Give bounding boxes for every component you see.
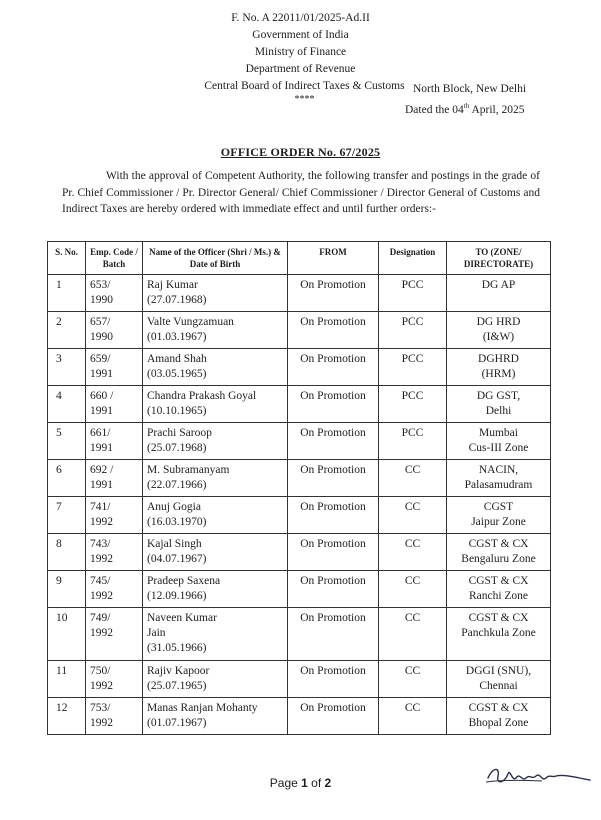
- separator-stars: ****: [294, 94, 315, 105]
- officer-name: Anuj Gogia: [147, 501, 201, 513]
- cell-officer: [143, 698, 288, 735]
- cell-to: [447, 608, 551, 661]
- cell-code-batch: [86, 608, 143, 661]
- cell-from: On Promotion: [288, 312, 379, 349]
- to-line-1: DGGI (SNU),: [465, 665, 532, 677]
- table-row: [48, 571, 551, 608]
- cell-to: [447, 497, 551, 534]
- batch: 1991: [90, 479, 113, 491]
- cell-code-batch: [86, 386, 143, 423]
- officer-name: Rajiv Kapoor: [147, 665, 210, 677]
- table-row: [48, 661, 551, 698]
- board-line: Central Board of Indirect Taxes & Customs: [204, 80, 405, 92]
- batch: 1992: [90, 553, 113, 565]
- to-line-1: CGST: [483, 501, 514, 513]
- to-line-2: Bhopal Zone: [468, 717, 529, 729]
- cell-code-batch: [86, 312, 143, 349]
- table-row: [48, 275, 551, 312]
- cell-officer: [143, 571, 288, 608]
- cell-from: On Promotion: [288, 386, 379, 423]
- officer-name: Chandra Prakash Goyal: [147, 390, 257, 402]
- cell-code-batch: [86, 534, 143, 571]
- cell-code-batch: [86, 275, 143, 312]
- emp-code: 750/: [90, 665, 111, 677]
- officer-dob: (27.07.1968): [147, 294, 207, 306]
- to-line-2: Bengaluru Zone: [461, 553, 536, 565]
- cell-designation: CC: [379, 534, 447, 571]
- cell-from: On Promotion: [288, 497, 379, 534]
- officer-dob: (25.07.1968): [147, 442, 207, 454]
- emp-code: 745/: [90, 575, 111, 587]
- table-body: [48, 275, 551, 735]
- batch: 1992: [90, 717, 113, 729]
- batch: 1992: [90, 590, 113, 602]
- govt-line: Government of India: [252, 29, 349, 41]
- cell-from: On Promotion: [288, 698, 379, 735]
- batch: 1992: [90, 627, 113, 639]
- cell-sno: 12: [48, 698, 86, 735]
- department-line: Department of Revenue: [245, 63, 356, 75]
- cell-officer: [143, 275, 288, 312]
- cell-from: On Promotion: [288, 275, 379, 312]
- cell-sno: 4: [48, 386, 86, 423]
- place-date-block: [405, 81, 526, 119]
- header-designation: Designation: [379, 242, 447, 275]
- officer-dob: (01.07.1967): [147, 717, 207, 729]
- table-row: [48, 386, 551, 423]
- to-line-1: DG GST,: [476, 390, 521, 402]
- cell-sno: 6: [48, 460, 86, 497]
- cell-sno: 7: [48, 497, 86, 534]
- cell-from: On Promotion: [288, 460, 379, 497]
- to-line-1: NACIN,: [478, 464, 519, 476]
- signature-mark: [482, 756, 592, 796]
- officer-dob: (04.07.1967): [147, 553, 207, 565]
- cell-designation: PCC: [379, 275, 447, 312]
- ministry-line: Ministry of Finance: [254, 46, 347, 58]
- cell-code-batch: [86, 698, 143, 735]
- header-name: Name of the Officer (Shri / Ms.) & Date of Birth: [143, 242, 288, 275]
- to-line-2: Chennai: [479, 680, 518, 692]
- header-to: TO (ZONE/ DIRECTORATE): [447, 242, 551, 275]
- batch: 1990: [90, 294, 113, 306]
- officer-name: Valte Vungzamuan: [147, 316, 234, 328]
- to-line-2: Cus-III Zone: [468, 442, 529, 454]
- officer-name: Amand Shah: [147, 353, 207, 365]
- cell-officer: [143, 661, 288, 698]
- cell-sno: 1: [48, 275, 86, 312]
- cell-officer: [143, 312, 288, 349]
- order-date: Dated the 04th April, 2025: [405, 102, 525, 116]
- officer-dob: (22.07.1966): [147, 479, 207, 491]
- cell-code-batch: [86, 423, 143, 460]
- header-from: FROM: [288, 242, 379, 275]
- officer-dob: (10.10.1965): [147, 405, 207, 417]
- cell-officer: [143, 386, 288, 423]
- cell-to: [447, 349, 551, 386]
- officer-name: Prachi Saroop: [147, 427, 212, 439]
- officer-dob: (31.05.1966): [147, 642, 207, 654]
- officer-dob: (12.09.1966): [147, 590, 207, 602]
- emp-code: 657/: [90, 316, 111, 328]
- to-line-1: Mumbai: [479, 427, 518, 439]
- cell-code-batch: [86, 460, 143, 497]
- cell-to: [447, 571, 551, 608]
- cell-designation: CC: [379, 608, 447, 661]
- table-row: [48, 497, 551, 534]
- cell-to: [447, 661, 551, 698]
- cell-sno: 10: [48, 608, 86, 661]
- emp-code: 660 /: [90, 390, 114, 402]
- officer-name: Pradeep Saxena: [147, 575, 221, 587]
- cell-sno: 9: [48, 571, 86, 608]
- cell-officer: [143, 423, 288, 460]
- cell-officer: [143, 497, 288, 534]
- cell-sno: 3: [48, 349, 86, 386]
- cell-designation: PCC: [379, 349, 447, 386]
- table-row: [48, 460, 551, 497]
- table-header-row: [48, 242, 551, 275]
- officer-name: Manas Ranjan Mohanty: [147, 702, 258, 714]
- order-paragraph: With the approval of Competent Authority, the following transfer and postings in the grade of Pr. Chief Commissioner / Pr. Director General/ Chief Commissioner / Director General of Customs and Indirect Taxes are hereby ordered with immediate effect and until further orders:-: [62, 170, 540, 215]
- cell-from: On Promotion: [288, 661, 379, 698]
- cell-officer: [143, 534, 288, 571]
- table-row: [48, 423, 551, 460]
- file-number: F. No. A 22011/01/2025-Ad.II: [231, 12, 370, 24]
- emp-code: 661/: [90, 427, 111, 439]
- officer-dob: (16.03.1970): [147, 516, 207, 528]
- cell-to: [447, 423, 551, 460]
- location: North Block, New Delhi: [413, 83, 527, 95]
- cell-designation: CC: [379, 460, 447, 497]
- cell-to: [447, 460, 551, 497]
- cell-from: On Promotion: [288, 534, 379, 571]
- to-line-1: CGST & CX: [468, 702, 529, 714]
- to-line-2: Ranchi Zone: [468, 590, 529, 602]
- batch: 1992: [90, 680, 113, 692]
- officer-dob: (25.07.1965): [147, 680, 207, 692]
- cell-code-batch: [86, 497, 143, 534]
- officer-name-cont: Jain: [147, 627, 166, 639]
- batch: 1991: [90, 405, 113, 417]
- table-row: [48, 534, 551, 571]
- cell-to: [447, 275, 551, 312]
- table-row: [48, 312, 551, 349]
- to-line-2: Jaipur Zone: [471, 516, 526, 528]
- cell-from: On Promotion: [288, 423, 379, 460]
- postings-table: [47, 241, 551, 735]
- to-line-1: CGST & CX: [468, 538, 529, 550]
- officer-name: Raj Kumar: [147, 279, 198, 291]
- emp-code: 741/: [90, 501, 111, 513]
- officer-name: Naveen Kumar: [147, 612, 217, 624]
- to-line-2: Delhi: [485, 405, 512, 417]
- to-line-2: Panchkula Zone: [461, 627, 536, 639]
- officer-dob: (03.05.1965): [147, 368, 207, 380]
- cell-officer: [143, 460, 288, 497]
- officer-name: M. Subramanyam: [147, 464, 230, 476]
- cell-designation: CC: [379, 661, 447, 698]
- cell-sno: 2: [48, 312, 86, 349]
- cell-sno: 8: [48, 534, 86, 571]
- cell-designation: CC: [379, 698, 447, 735]
- to-line-2: Palasamudram: [464, 479, 533, 491]
- to-line-2: (HRM): [481, 368, 516, 380]
- to-line-1: CGST & CX: [468, 575, 529, 587]
- cell-designation: CC: [379, 571, 447, 608]
- cell-code-batch: [86, 571, 143, 608]
- header-code: Emp. Code / Batch: [86, 242, 143, 275]
- cell-to: [447, 312, 551, 349]
- cell-sno: 11: [48, 661, 86, 698]
- to-line-2: (I&W): [482, 331, 515, 343]
- to-line-1: DG AP: [481, 279, 516, 291]
- header-sno: S. No.: [48, 242, 86, 275]
- cell-code-batch: [86, 661, 143, 698]
- cell-officer: [143, 349, 288, 386]
- batch: 1991: [90, 442, 113, 454]
- emp-code: 692 /: [90, 464, 114, 476]
- cell-officer: [143, 608, 288, 661]
- emp-code: 653/: [90, 279, 111, 291]
- cell-designation: PCC: [379, 423, 447, 460]
- page-footer: Page 1 of 2: [269, 776, 332, 790]
- cell-to: [447, 386, 551, 423]
- table-row: [48, 608, 551, 661]
- cell-from: On Promotion: [288, 571, 379, 608]
- order-title: OFFICE ORDER No. 67/2025: [220, 145, 381, 159]
- emp-code: 753/: [90, 702, 111, 714]
- cell-sno: 5: [48, 423, 86, 460]
- cell-from: On Promotion: [288, 608, 379, 661]
- batch: 1992: [90, 516, 113, 528]
- emp-code: 659/: [90, 353, 111, 365]
- officer-name: Kajal Singh: [147, 538, 202, 550]
- cell-to: [447, 698, 551, 735]
- to-line-1: DGHRD: [478, 353, 519, 365]
- cell-designation: PCC: [379, 312, 447, 349]
- cell-to: [447, 534, 551, 571]
- to-line-1: CGST & CX: [468, 612, 529, 624]
- batch: 1991: [90, 368, 113, 380]
- table-row: [48, 698, 551, 735]
- table-row: [48, 349, 551, 386]
- officer-dob: (01.03.1967): [147, 331, 207, 343]
- to-line-1: DG HRD: [476, 316, 521, 328]
- emp-code: 749/: [90, 612, 111, 624]
- cell-designation: PCC: [379, 386, 447, 423]
- cell-from: On Promotion: [288, 349, 379, 386]
- cell-code-batch: [86, 349, 143, 386]
- emp-code: 743/: [90, 538, 111, 550]
- cell-designation: CC: [379, 497, 447, 534]
- batch: 1990: [90, 331, 113, 343]
